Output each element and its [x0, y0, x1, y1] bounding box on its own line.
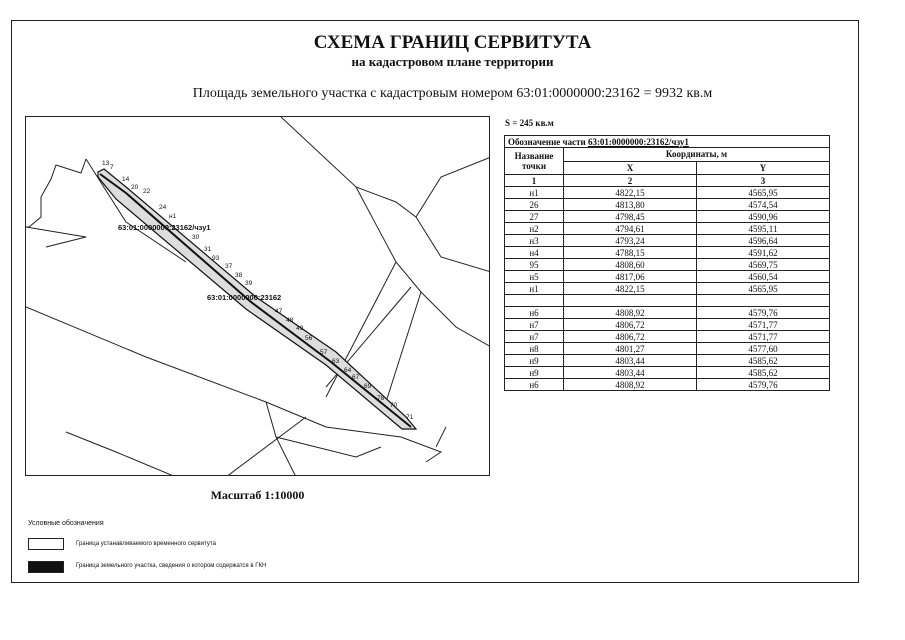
table-cell-x: 4808,92 — [564, 307, 697, 319]
table-row — [505, 211, 830, 223]
legend-swatch-parcel — [28, 561, 64, 573]
table-cell-n: н3 — [505, 235, 564, 247]
table-cell-y: 4571,77 — [697, 331, 830, 343]
table-cell-n: 27 — [505, 211, 564, 223]
table-cell-x: 4806,72 — [564, 319, 697, 331]
map-line — [416, 217, 490, 272]
point-label: 20 — [131, 184, 139, 191]
col-header-coords: Координаты, м — [564, 148, 830, 162]
table-cell-n: н4 — [505, 247, 564, 259]
legend-label-parcel: Граница земельного участка, сведения о котором содержатся в ГКН — [76, 563, 267, 569]
table-cell-y: 4571,77 — [697, 319, 830, 331]
table-cell-y: 4591,62 — [697, 247, 830, 259]
map-line — [436, 427, 446, 447]
point-label: 38 — [235, 272, 243, 279]
cadastral-map — [25, 116, 490, 476]
table-row — [505, 223, 830, 235]
table-cell-y: 4579,76 — [697, 379, 830, 391]
table-cell-x: 4798,45 — [564, 211, 697, 223]
point-label: н1 — [169, 213, 177, 220]
table-cell-x: 4806,72 — [564, 331, 697, 343]
table-cell-n: н7 — [505, 331, 564, 343]
table-cell-n: н9 — [505, 367, 564, 379]
table-header-row — [505, 148, 830, 162]
table-cell-y: 4585,62 — [697, 355, 830, 367]
table-cell-x: 4803,44 — [564, 355, 697, 367]
map-line — [26, 227, 86, 247]
table-cell-y: 4590,96 — [697, 211, 830, 223]
coordinates-table — [504, 135, 830, 391]
table-cell-x: 4793,24 — [564, 235, 697, 247]
page-subtitle: на кадастровом плане территории — [351, 54, 554, 69]
point-label: 93 — [212, 255, 220, 262]
table-cell-x: 4822,15 — [564, 187, 697, 199]
table-cell-x: 4813,80 — [564, 199, 697, 211]
table-cell-n: н6 — [505, 307, 564, 319]
point-label: 70 — [390, 402, 398, 409]
table-row — [505, 235, 830, 247]
map-line — [26, 307, 441, 462]
legend-title: Условные обозначения — [28, 520, 104, 527]
point-label: 30 — [192, 234, 200, 241]
point-label: 47 — [275, 308, 283, 315]
table-cell-y: 4560,54 — [697, 271, 830, 283]
table-row — [505, 343, 830, 355]
page-title: СХЕМА ГРАНИЦ СЕРВИТУТА — [313, 32, 592, 53]
point-label: 67 — [352, 374, 360, 381]
map-drawing — [26, 117, 490, 476]
table-cell-y: 4579,76 — [697, 307, 830, 319]
point-label: 48 — [286, 317, 294, 324]
point-label: 71 — [406, 414, 414, 421]
table-row — [505, 247, 830, 259]
map-line — [386, 292, 421, 402]
point-label: 78 — [377, 395, 385, 402]
table-row — [505, 259, 830, 271]
table-cell-x: 4801,27 — [564, 343, 697, 355]
table-row — [505, 367, 830, 379]
table-row — [505, 355, 830, 367]
table-row — [505, 271, 830, 283]
parcel-label: 63:01:0000000:23162 — [207, 293, 282, 302]
table-cell-y: 4569,75 — [697, 259, 830, 271]
table-row — [505, 319, 830, 331]
point-label: 13 — [102, 160, 110, 167]
table-cell-y: 4595,11 — [697, 223, 830, 235]
point-label: 14 — [122, 176, 130, 183]
table-cell-n: н2 — [505, 223, 564, 235]
table-cell-n: н9 — [505, 355, 564, 367]
point-label: 7 — [110, 164, 114, 171]
point-label: 57 — [320, 349, 328, 356]
table-cell-n: 95 — [505, 259, 564, 271]
map-line — [356, 187, 490, 347]
point-label: 31 — [204, 246, 212, 253]
table-cell-n: н7 — [505, 319, 564, 331]
col-header-y: Y — [697, 161, 830, 175]
table-spacer-row — [505, 295, 830, 307]
table-cell-n: н6 — [505, 379, 564, 391]
table-cell-x: 4817,06 — [564, 271, 697, 283]
area-value: S = 245 кв.м — [505, 118, 554, 128]
table-row — [505, 283, 830, 295]
map-line — [276, 437, 381, 457]
map-line — [226, 417, 306, 476]
col-header-x: X — [564, 161, 697, 175]
table-cell-y: 4577,60 — [697, 343, 830, 355]
legend-swatch-servitude — [28, 538, 64, 550]
point-label: 24 — [159, 204, 167, 211]
table-header-part — [505, 136, 830, 148]
point-label: 39 — [245, 280, 253, 287]
servitude-part-label: 63:01:0000000:23162/чзу1 — [118, 223, 211, 232]
table-cell-y: 4585,62 — [697, 367, 830, 379]
map-line — [26, 159, 86, 227]
table-cell-x: 4794,61 — [564, 223, 697, 235]
table-cell-x: 4808,60 — [564, 259, 697, 271]
table-cell-n: н5 — [505, 271, 564, 283]
table-row — [505, 379, 830, 391]
point-label: 64 — [344, 367, 352, 374]
table-cell-n: 26 — [505, 199, 564, 211]
point-label: 37 — [225, 263, 233, 270]
table-cell-n: н1 — [505, 187, 564, 199]
table-row — [505, 307, 830, 319]
map-line — [281, 117, 490, 217]
table-index-row: 1 2 3 — [505, 175, 830, 187]
table-cell-n: н1 — [505, 283, 564, 295]
area-statement: Площадь земельного участка с кадастровым номером 63:01:0000000:23162 = 9932 кв.м — [192, 86, 713, 101]
table-cell-x: 4803,44 — [564, 367, 697, 379]
table-cell-y: 4574,54 — [697, 199, 830, 211]
part-designation: Обозначение части 63:01:0000000:23162/чзу1 — [505, 136, 830, 148]
point-label: 63 — [332, 358, 340, 365]
table-cell-x: 4822,15 — [564, 283, 697, 295]
point-label: 49 — [296, 325, 304, 332]
table-cell-n: н8 — [505, 343, 564, 355]
point-label: 56 — [305, 335, 313, 342]
point-label: 22 — [143, 188, 151, 195]
table-row — [505, 199, 830, 211]
table-cell-y: 4565,95 — [697, 283, 830, 295]
point-label: 69 — [364, 383, 372, 390]
table-row — [505, 331, 830, 343]
table-cell-y: 4565,95 — [697, 187, 830, 199]
table-cell-x: 4788,15 — [564, 247, 697, 259]
col-header-name: Название точки — [505, 148, 564, 175]
table-cell-x: 4808,92 — [564, 379, 697, 391]
legend-label-servitude: Граница устанавливаемого временного сервитута — [76, 541, 216, 547]
table-row — [505, 187, 830, 199]
table-cell-y: 4596,64 — [697, 235, 830, 247]
map-scale: Масштаб 1:10000 — [210, 488, 305, 502]
map-line — [66, 432, 176, 476]
